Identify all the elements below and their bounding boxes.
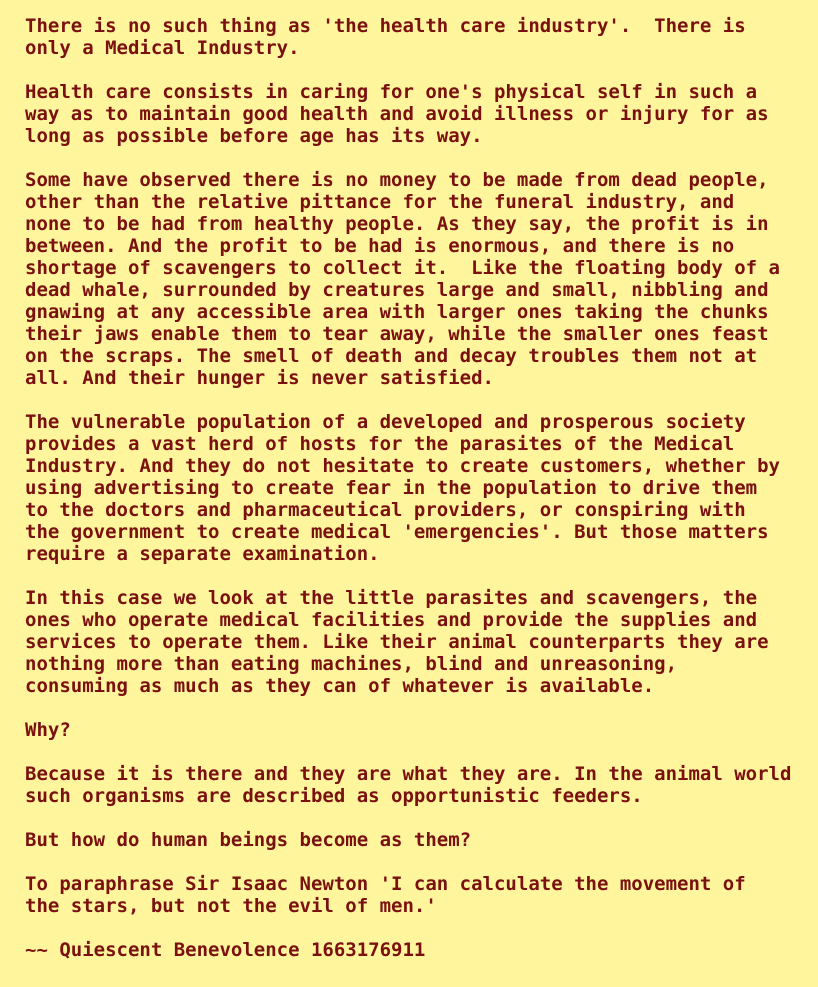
paragraph-8: But how do human beings become as them? <box>25 829 472 851</box>
paragraph-4: The vulnerable population of a developed and prosperous society provides a vast herd of hosts for the parasites of the Medical Industry. And they do not hesitate to create customers, whether by using advertising to create fear in the population to drive them to the doctors and pharmaceutical providers, or conspiring with the government to create medical 'emergencies'. But those matters require a separate examination. <box>25 411 780 565</box>
paragraph-2: Health care consists in caring for one's physical self in such a way as to maintain good health and avoid illness or injury for as long as possible before age has its way. <box>25 81 769 147</box>
signature: ~~ Quiescent Benevolence 1663176911 <box>25 939 426 961</box>
paragraph-1: There is no such thing as 'the health care industry'. There is only a Medical Industry. <box>25 15 746 59</box>
paragraph-7: Because it is there and they are what they are. In the animal world such organisms are described as opportunistic feeders. <box>25 763 792 807</box>
paragraph-3: Some have observed there is no money to be made from dead people, other than the relative pittance for the funeral industry, and none to be had from healthy people. As they say, the profit is in between. And the profit to be had is enormous, and there is no shortage of scavengers to collect it. Like the floating body of a dead whale, surrounded by creatures large and small, nibbling and gnawing at any accessible area with larger ones taking the chunks their jaws enable them to tear away, while the smaller ones feast on the scraps. The smell of death and decay troubles them not at all. And their hunger is never satisfied. <box>25 169 780 389</box>
paragraph-9: To paraphrase Sir Isaac Newton 'I can calculate the movement of the stars, but not the evil of men.' <box>25 873 746 917</box>
paragraph-5: In this case we look at the little parasites and scavengers, the ones who operate medical facilities and provide the supplies and services to operate them. Like their animal counterparts they are nothing more than eating machines, blind and unreasoning, consuming as much as they can of whatever is available. <box>25 587 769 697</box>
paragraph-6: Why? <box>25 719 71 741</box>
